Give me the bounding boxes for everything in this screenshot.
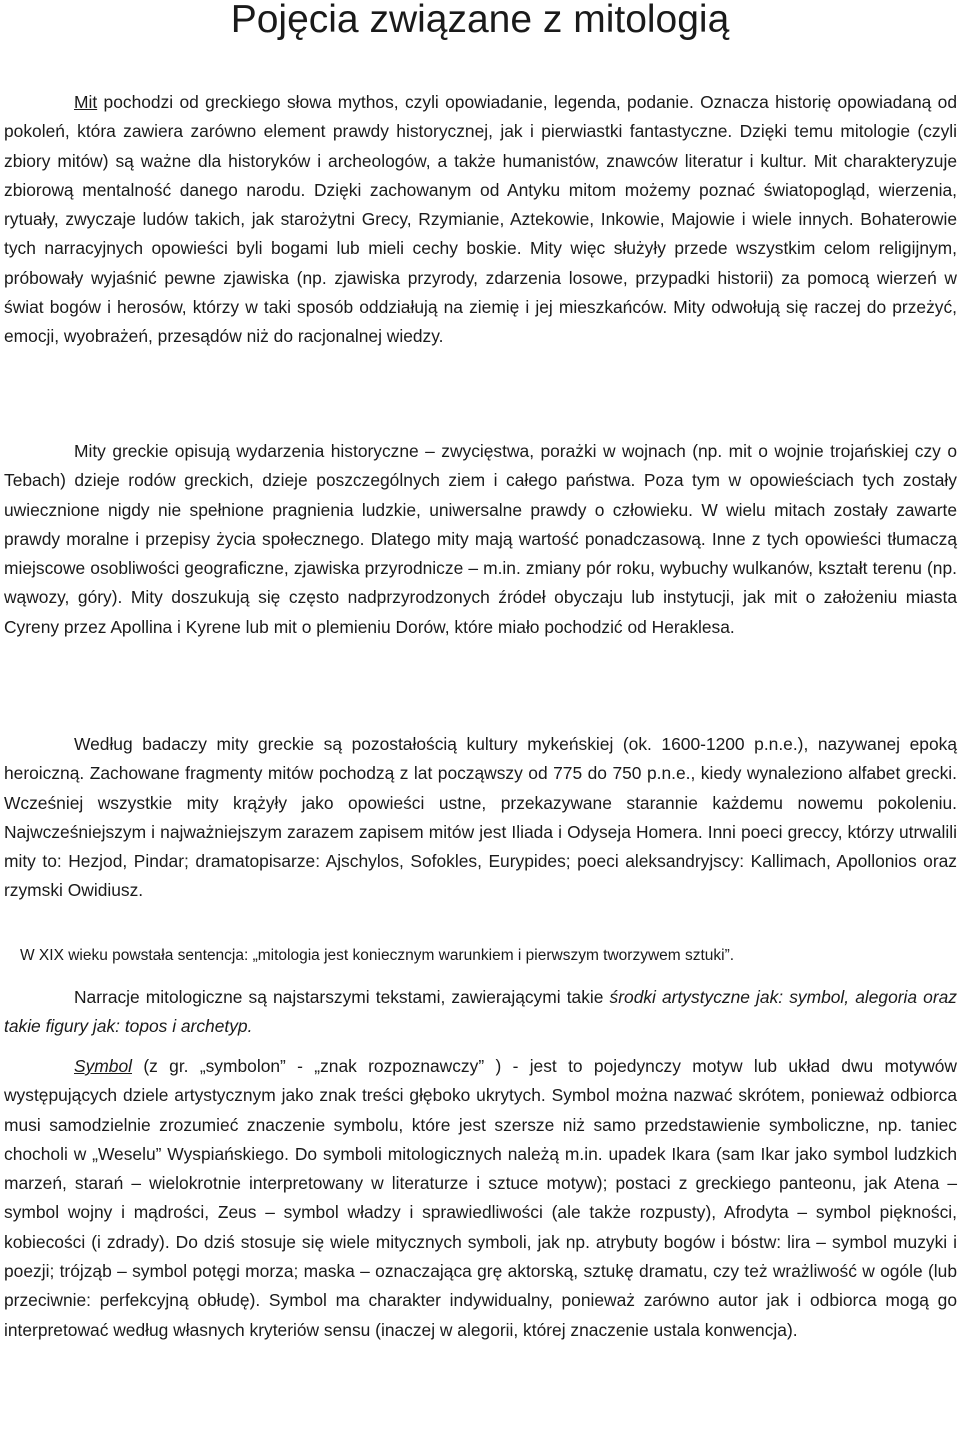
sentence-quote: W XIX wieku powstała sentencja: „mitologia jest koniecznym warunkiem i pierwszym tworzywem sztuki”. xyxy=(20,947,735,964)
paragraph-mycenaean-origins xyxy=(4,730,957,906)
paragraph-mythological-narratives xyxy=(4,983,957,1042)
paragraph-text: Mity greckie opisują wydarzenia historyczne – zwycięstwa, porażki w wojnach (np. mit o wojnie trojańskiej czy o Tebach) dzieje rodów greckich, dzieje poszczególnych ziem i całego państwa. Poza tym w opowieściach tych zostały uwiecznione nigdy nie spełnione pragnienia ludzkie, uniwersalne prawdy o człowieku. W wielu mitach zostały zawarte prawdy moralne i przepisy życia społecznego. Dlatego mity mają wartość ponadczasową. Inne z tych opowieści tłumaczą miejscowe osobliwości geograficzne, zjawiska przyrodnicze – m.in. zmiany pór roku, wybuchy wulkanów, kształt terenu (np. wąwozy, góry). Mity doszukują się często nadprzyrodzonych źródeł obyczaju lub instytucji, jak mit o założeniu miasta Cyreny przez Apollina i Kyrene lub mit o plemieniu Dorów, które miało pochodzić od Heraklesa. xyxy=(4,441,957,637)
term-mit: Mit xyxy=(74,92,98,112)
paragraph-symbol-definition xyxy=(4,1052,957,1345)
term-symbol: Symbol xyxy=(74,1056,132,1076)
italic-artistic-means: środki artystyczne jak: symbol, alegoria oraz takie figury jak: topos i archetyp. xyxy=(4,987,958,1037)
paragraph-text: Według badaczy mity greckie są pozostałością kultury mykeńskiej (ok. 1600-1200 p.n.e.), nazywanej epoką heroiczną. Zachowane fragmenty mitów pochodzą z lat począwszy od 775 do 750 p.n.e., kiedy wynaleziono alfabet grecki. Wcześniej wszystkie mity krążyły jako opowieści ustne, przekazywane starannie każdemu nowemu pokoleniu. Najwcześniejszym i najważniejszym zarazem zapisem mitów jest Iliada i Odyseja Homera. Inni poeci greccy, którzy utrwalili mity to: Hezjod, Pindar; dramatopisarze: Ajschylos, Sofokles, Eurypides; poeci aleksandryjscy: Kallimach, Apollonios oraz rzymski Owidiusz. xyxy=(4,734,957,901)
page-title: Pojęcia związane z mitologią xyxy=(230,0,730,41)
paragraph-greek-myths xyxy=(4,437,957,642)
paragraph-myth-definition xyxy=(4,88,957,352)
paragraph-text: Narracje mitologiczne są najstarszymi tekstami, zawierającymi takie xyxy=(74,987,610,1007)
paragraph-text: (z gr. „symbolon” - „znak rozpoznawczy” ) - jest to pojedynczy motyw lub układ dwu motywów występujących dziele artystycznym jako znak treści głęboko ukrytych. Symbol można nazwać skrótem, ponieważ odbiorca musi samodzielnie zrozumieć znaczenie symbolu, które jest szersze niż samo przedstawienie symboliczne, np. taniec chocholi w „Weselu” Wyspiańskiego. Do symboli mitologicznych należą m.in. upadek Ikara (sam Ikar jako symbol ludzkich marzeń, starań – wielokrotnie interpretowany w literaturze i sztuce motyw); postaci z greckiego panteonu, jak Atena – symbol wojny i mądrości, Zeus – symbol władzy i sprawiedliwości (ale także rozpusty), Afrodyta – symbol piękności, kobiecości (i zdrady). Do dziś stosuje się wiele mitycznych symboli, jak np. atrybuty bogów i bóstw: lira – symbol muzyki i poezji; trójząb – symbol potęgi morza; maska – oznaczająca grę aktorską, sztukę dramatu, czy też wrażliwość w ogóle (lub przeciwnie: perfekcyjną obłudę). Symbol ma charakter indywidualny, ponieważ zarówno autor jak i odbiorca mogą go interpretować według własnych kryteriów sensu (inaczej w alegorii, której znaczenie ustala konwencja). xyxy=(4,1056,957,1340)
paragraph-text: pochodzi od greckiego słowa mythos, czyli opowiadanie, legenda, podanie. Oznacza historię opowiadaną od pokoleń, która zawiera zarówno element prawdy historycznej, jak i pierwiastki fantastyczne. Dzięki temu mitologie (czyli zbiory mitów) są ważne dla historyków i archeologów, a także humanistów, znawców literatur i kultur. Mit charakteryzuje zbiorową mentalność danego narodu. Dzięki zachowanym od Antyku mitom możemy poznać światopogląd, wierzenia, rytuały, zwyczaje ludów takich, jak starożytni Grecy, Rzymianie, Aztekowie, Inkowie, Majowie i wiele innych. Bohaterowie tych narracyjnych opowieści byli bogami lub mieli cechy boskie. Mity więc służyły przede wszystkim celom religijnym, próbowały wyjaśnić pewne zjawiska (np. zjawiska przyrody, zdarzenia losowe, przypadki historii) za pomocą wierzeń w świat bogów i herosów, którzy w taki sposób oddziałują na ziemię i jej mieszkańców. Mity odwołują się raczej do przeżyć, emocji, wyobrażeń, przesądów niż do racjonalnej wiedzy. xyxy=(4,92,957,347)
